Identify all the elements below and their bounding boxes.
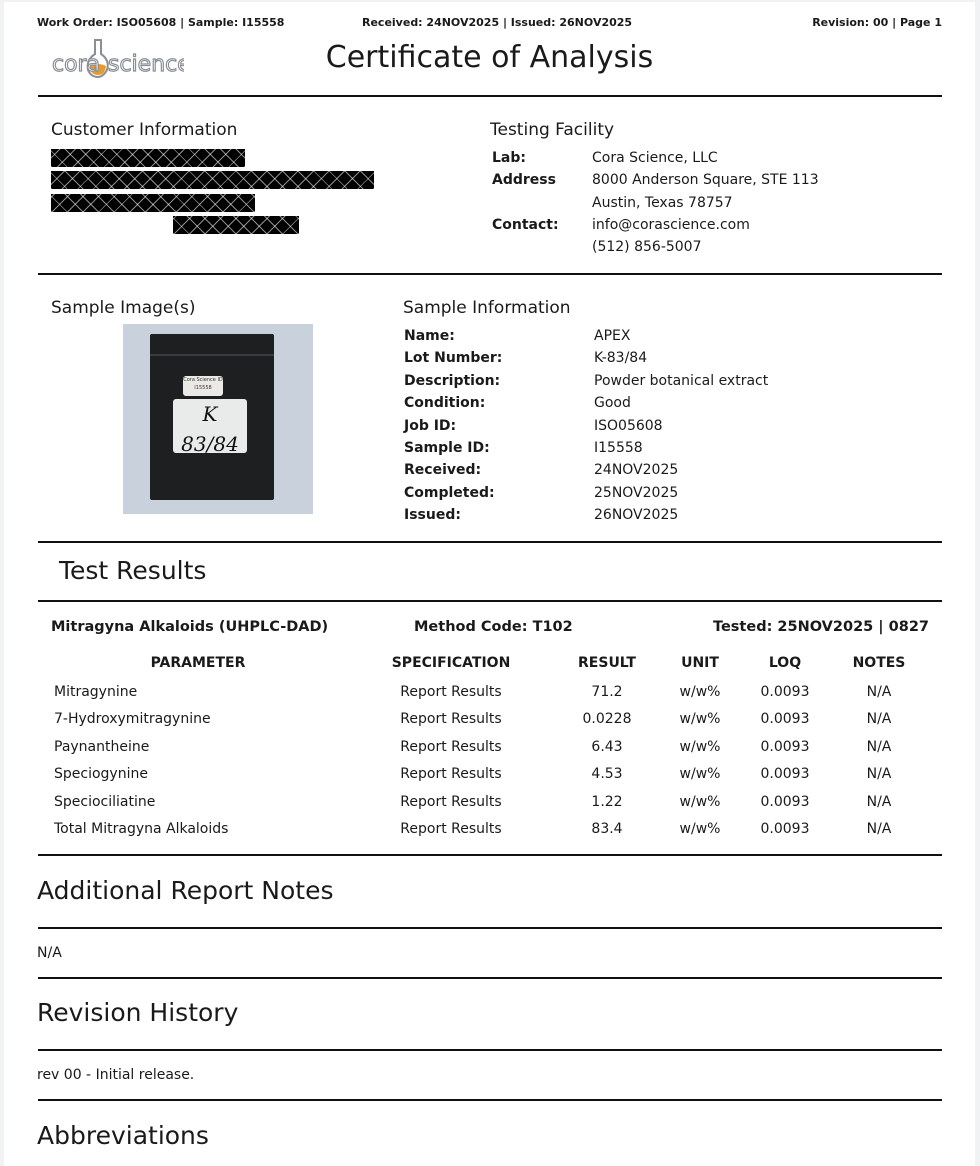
column-header: LOQ [768, 655, 802, 671]
column-header: RESULT [578, 655, 636, 671]
page-title: Certificate of Analysis [325, 40, 654, 75]
additional-notes-heading: Additional Report Notes [37, 876, 334, 905]
assay-name: Mitragyna Alkaloids (UHPLC-DAD) [51, 619, 329, 635]
address-line-1: 8000 Anderson Square, STE 113 [592, 172, 819, 188]
redacted-block [51, 171, 374, 189]
column-header: UNIT [681, 655, 719, 671]
address-line-2: Austin, Texas 78757 [592, 195, 733, 211]
divider [38, 1099, 942, 1101]
customer-info-heading: Customer Information [51, 120, 238, 140]
sample-photo [123, 324, 313, 514]
certificate-page: Work Order: ISO05608 | Sample: I15558 Received: 24NOV2025 | Issued: 26NOV2025 Revision: 00 | Page 1 cora science Certificate of Analysis Customer Information Testing Facility Lab: Cora Science, LLC Address 8000 Anderson Square, STE 113 Austin, Texas 78757 Contact: info@corascience.com (512) 856-5007 Sample Image(s) Cora Science ID I15558 K 83/84 Sample Information Name: APEX Lot Number: K-83/84 Description: Powder botanical extract Condition: Good Job ID: ISO05608 Sample ID: I15558 Received: 24NOV2025 Completed: 25NOV2025 Issued: 26NOV2025 Test Results Mitragyna Alkaloids (UHPLC-DAD) Method Code: T102 Tested: 25NOV2025 | 0827 PARAMETER SPECIFICATION RESULT UNIT LOQ NOTES Mitragynine Report Results 71.2 w/w% 0.0093 N/A 7-Hydroxymitragynine Report Results 0.0228 w/w% 0.0093 N/A Paynantheine Report Results 6.43 w/w% 0.0093 N/A Speciogynine Report Results 4.53 w/w% 0.0093 N/A Speciociliatine Report Results 1.22 w/w% 0.0093 N/A Total Mitragyna Alkaloids Report Results 83.4 w/w% 0.0093 N/A Additional Report Notes N/A Revision History rev 00 - Initial release. Abbreviations [4, 2, 975, 1166]
notes-text: N/A [37, 945, 62, 961]
divider [38, 1049, 942, 1051]
divider [38, 273, 942, 275]
address-label: Address [492, 172, 556, 188]
revision-history-heading: Revision History [37, 998, 239, 1027]
svg-text:cora: cora [52, 52, 101, 77]
redacted-block [51, 194, 255, 212]
contact-label: Contact: [492, 217, 559, 233]
work-order-text: Work Order: ISO05608 | Sample: I15558 [37, 16, 285, 29]
redacted-block [173, 216, 299, 234]
sample-info-heading: Sample Information [403, 298, 571, 318]
column-header: NOTES [852, 655, 906, 671]
svg-text:science: science [108, 52, 184, 77]
handwritten-label: K 83/84 [173, 399, 247, 453]
contact-email: info@corascience.com [592, 217, 750, 233]
table-header-row [50, 648, 930, 678]
divider [38, 977, 942, 979]
redacted-block [51, 149, 245, 167]
revision-text: Revision: 00 | Page 1 [812, 16, 942, 29]
lab-label: Lab: [492, 150, 526, 166]
contact-phone: (512) 856-5007 [592, 239, 702, 255]
column-header: PARAMETER [150, 655, 246, 671]
sample-id-tag: Cora Science ID I15558 [183, 376, 223, 396]
results-table [50, 648, 930, 843]
method-code: Method Code: T102 [414, 619, 573, 635]
abbreviations-heading: Abbreviations [37, 1121, 209, 1150]
testing-facility-heading: Testing Facility [490, 120, 615, 140]
divider [38, 600, 942, 602]
sample-image-heading: Sample Image(s) [51, 298, 196, 318]
divider [38, 927, 942, 929]
test-results-heading: Test Results [59, 556, 207, 585]
table-row: Total Mitragyna Alkaloids Report Results 83.4 w/w% 0.0093 N/A [54, 821, 892, 838]
table-row: Speciociliatine Report Results 1.22 w/w% 0.0093 N/A [54, 793, 892, 810]
table-row: Paynantheine Report Results 6.43 w/w% 0.0093 N/A [54, 738, 892, 755]
divider [38, 541, 942, 543]
divider [38, 95, 942, 97]
table-row: Speciogynine Report Results 4.53 w/w% 0.0093 N/A [54, 766, 892, 783]
lab-value: Cora Science, LLC [592, 150, 718, 166]
table-row: 7-Hydroxymitragynine Report Results 0.0228 w/w% 0.0093 N/A [54, 711, 892, 728]
revision-history-text: rev 00 - Initial release. [37, 1067, 195, 1083]
table-row: Mitragynine Report Results 71.2 w/w% 0.0093 N/A [54, 683, 892, 700]
divider [38, 854, 942, 856]
tested-date: Tested: 25NOV2025 | 0827 [713, 619, 929, 635]
received-issued-text: Received: 24NOV2025 | Issued: 26NOV2025 [362, 16, 633, 29]
column-header: SPECIFICATION [391, 655, 511, 671]
pouch-seal [150, 354, 274, 356]
